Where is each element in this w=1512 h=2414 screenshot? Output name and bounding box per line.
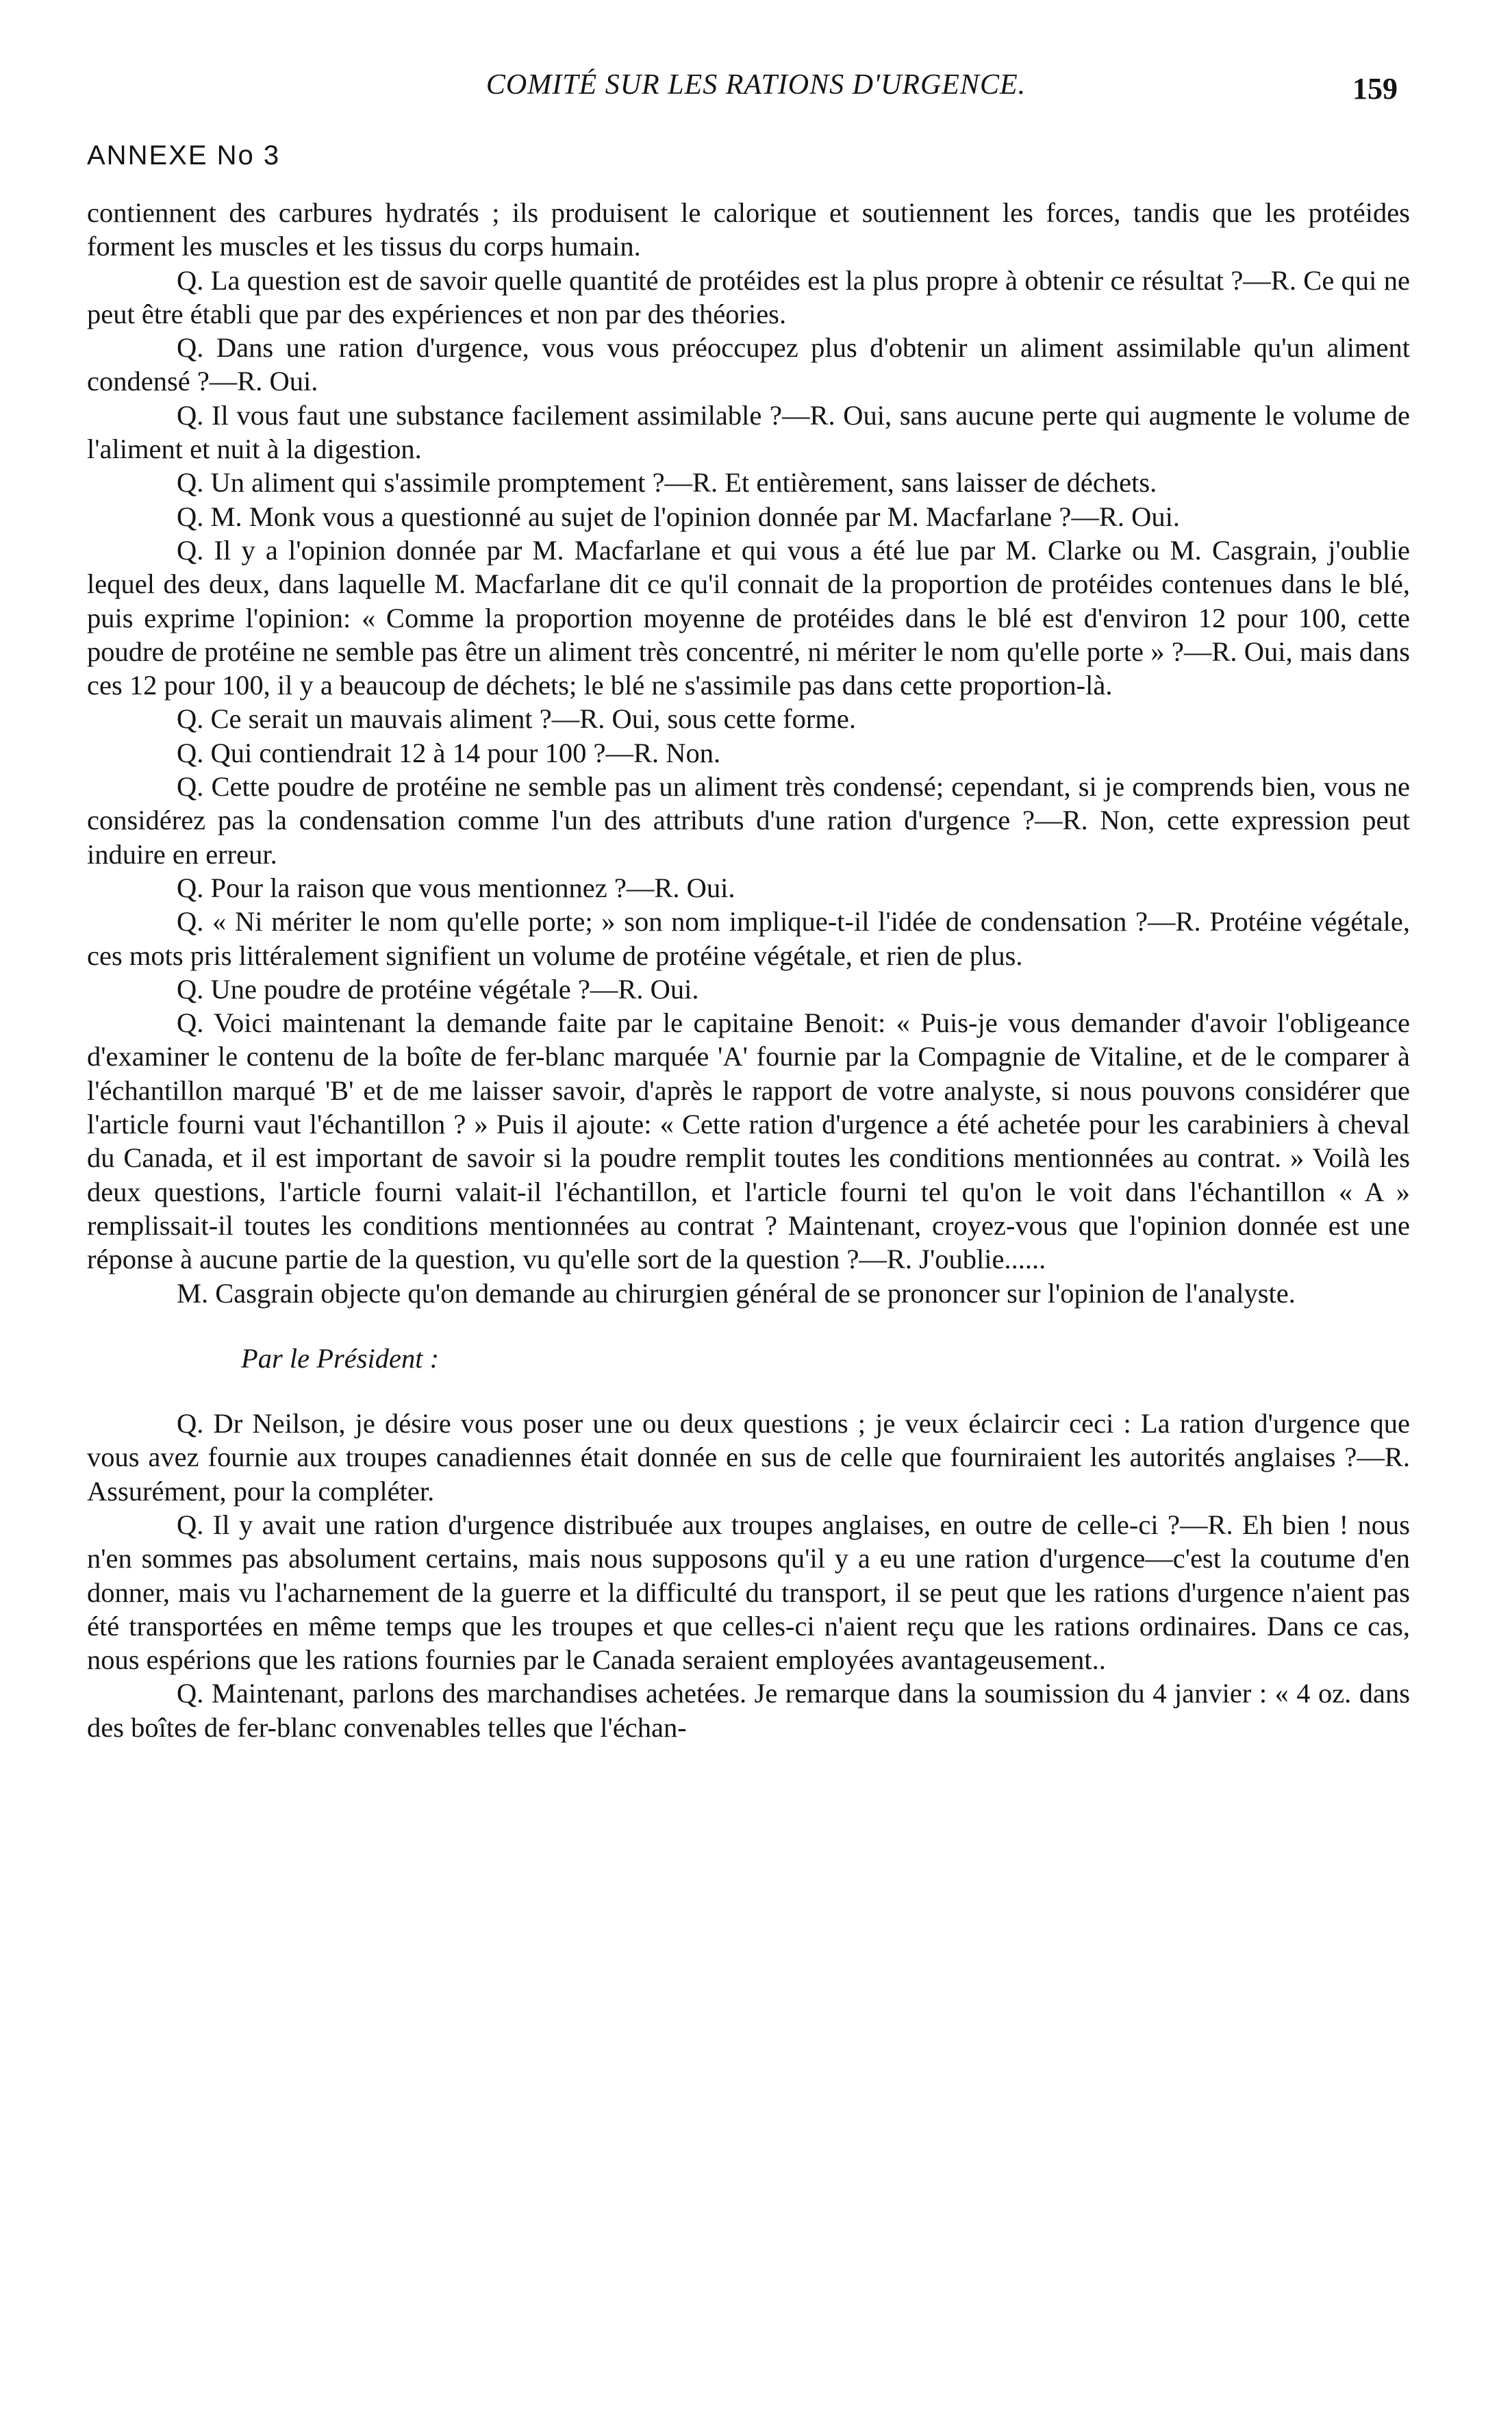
running-title: COMITÉ SUR LES RATIONS D'URGENCE. [486,69,1026,101]
paragraph: Q. La question est de savoir quelle quantité de protéides est la plus propre à obtenir ce résultat ?—R. Ce qui ne peut être établi que par des expériences et non par des théories. [87,264,1410,329]
paragraph: Q. Ce serait un mauvais aliment ?—R. Oui, sous cette forme. [177,703,857,735]
paragraph: Q. Dr Neilson, je désire vous poser une ou deux questions ; je veux éclaircir ceci : La ration d'urgence que vous avez fournie aux troupes canadiennes était donnée en sus de celle que fourniraient les autorités anglaises ?—R. Assurément, pour la compléter. [87,1408,1410,1507]
paragraph: Q. Qui contiendrait 12 à 14 pour 100 ?—R. Non. [177,737,721,768]
paragraph: Q. Il y a l'opinion donnée par M. Macfarlane et qui vous a été lue par M. Clarke ou M. Casgrain, j'oublie lequel des deux, dans laquelle M. Macfarlane dit ce qu'il connait de la proportion de protéides contenues dans le blé, puis exprime l'opinion: « Comme la proportion moyenne de protéides dans le blé est d'environ 12 pour 100, cette poudre de protéine ne semble pas être un aliment très concentré, ni mériter le nom qu'elle porte » ?—R. Oui, mais dans ces 12 pour 100, il y a beaucoup de déchets; le blé ne s'assimile pas dans cette proportion-là. [87,534,1410,701]
paragraph: Q. M. Monk vous a questionné au sujet de l'opinion donnée par M. Macfarlane ?—R. Oui. [177,501,1181,532]
section-heading: Par le Président : [241,1342,440,1374]
paragraph: Q. Il vous faut une substance facilement assimilable ?—R. Oui, sans aucune perte qui augmente le volume de l'aliment et nuit à la digestion. [87,399,1410,465]
page-number: 159 [1352,72,1398,105]
paragraph: Q. Pour la raison que vous mentionnez ?—R. Oui. [177,872,735,903]
paragraph: Q. Il y avait une ration d'urgence distribuée aux troupes anglaises, en outre de celle-ci ?—R. Eh bien ! nous n'en sommes pas absolument certains, mais nous supposons qu'il y a eu une ration d'urgence—c'est la coutume d'en donner, mais vu l'acharnement de la guerre et la difficulté du transport, il se peut que les rations d'urgence n'aient pas été transportées en même temps que les troupes et que celles-ci n'aient reçu que les rations ordinaires. Dans ce cas, nous espérions que les rations fournies par le Canada seraient employées avantageusement.. [87,1509,1410,1676]
paragraph: Q. Maintenant, parlons des marchandises achetées. Je remarque dans la soumission du 4 janvier : « 4 oz. dans des boîtes de fer-blanc convenables telles que l'échan- [87,1678,1410,1743]
paragraph: Q. Une poudre de protéine végétale ?—R. Oui. [177,973,699,1005]
paragraph: Q. Cette poudre de protéine ne semble pas un aliment très condensé; cependant, si je comprends bien, vous ne considérez pas la condensation comme l'un des attributs d'une ration d'urgence ?—R. Non, cette expression peut induire en erreur. [87,771,1410,870]
body-text [87,196,1410,1744]
annex-label: ANNEXE No 3 [87,140,281,171]
paragraph: Q. Un aliment qui s'assimile promptement ?—R. Et entièrement, sans laisser de déchets. [177,467,1157,499]
paragraph: contiennent des carbures hydratés ; ils produisent le calorique et soutiennent les forces, tandis que les protéides forment les muscles et les tissus du corps humain. [87,197,1410,262]
paragraph: Q. « Ni mériter le nom qu'elle porte; » son nom implique-t-il l'idée de condensation ?—R. Protéine végétale, ces mots pris littéralement signifient un volume de protéine végétale, et rien de plus. [87,906,1410,971]
paragraph: Q. Dans une ration d'urgence, vous vous préoccupez plus d'obtenir un aliment assimilable qu'un aliment condensé ?—R. Oui. [87,332,1410,397]
paragraph: Q. Voici maintenant la demande faite par le capitaine Benoit: « Puis-je vous demander d'avoir l'obligeance d'examiner le contenu de la boîte de fer-blanc marquée 'A' fournie par la Compagnie de Vitaline, et de le comparer à l'échantillon marqué 'B' et de me laisser savoir, d'après le rapport de votre analyste, si nous pouvons considérer que l'article fourni vaut l'échantillon ? » Puis il ajoute: « Cette ration d'urgence a été achetée pour les carabiniers à cheval du Canada, et il est important de savoir si la poudre remplit toutes les conditions mentionnées au contrat. » Voilà les deux questions, l'article fourni valait-il l'échantillon, et l'article fourni tel qu'on le voit dans l'échantillon « A » remplissait-il toutes les conditions mentionnées au contrat ? Maintenant, croyez-vous que l'opinion donnée est une réponse à aucune partie de la question, vu qu'elle sort de la question ?—R. J'oublie...... [87,1007,1410,1275]
paragraph: M. Casgrain objecte qu'on demande au chirurgien général de se prononcer sur l'opinion de l'analyste. [177,1277,1296,1309]
running-header [0,68,1512,110]
